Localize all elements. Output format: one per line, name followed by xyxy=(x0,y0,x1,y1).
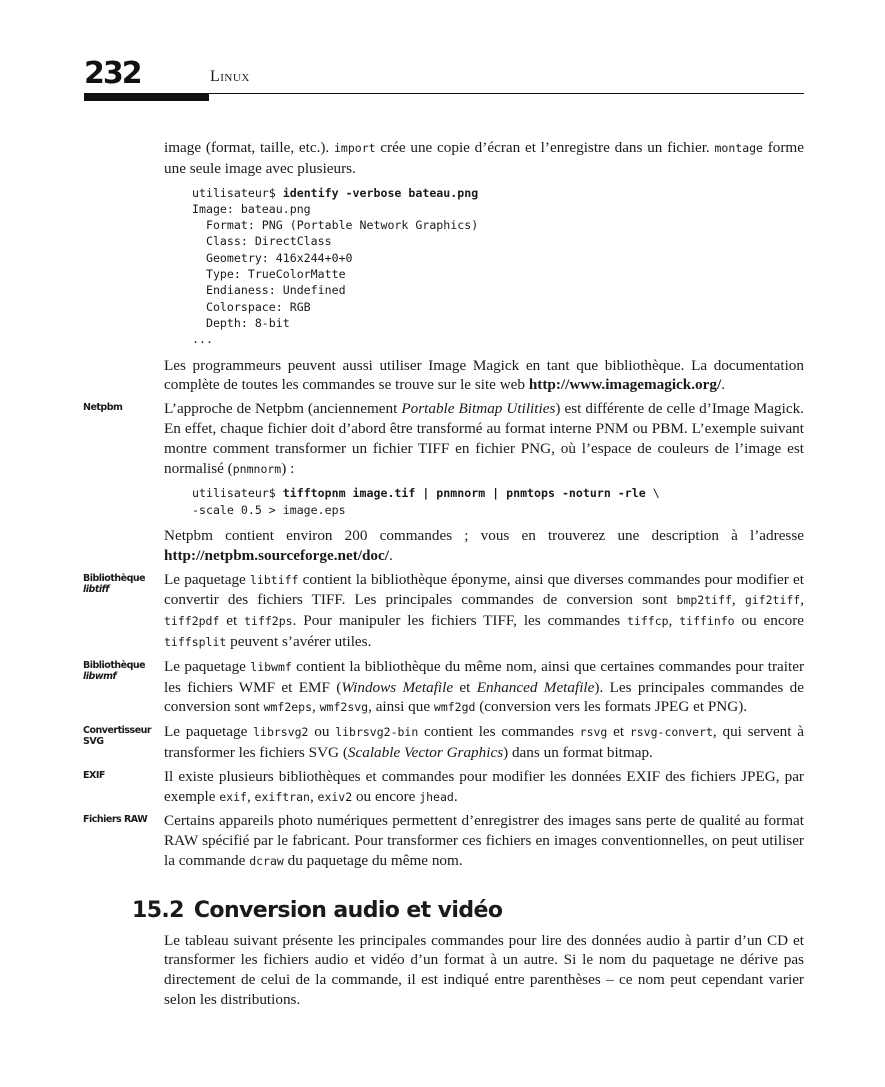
margin-note-exif: EXIF xyxy=(83,769,105,781)
section-number: 15.2 xyxy=(132,897,184,923)
header-rule-thick xyxy=(84,94,209,101)
margin-note-raw: Fichiers RAW xyxy=(83,814,148,826)
intro-paragraph: image (format, taille, etc.). import crée une copie d’écran et l’enregistre dans un fichier. montage forme une seule image avec plusieurs. xyxy=(164,139,804,177)
exif-paragraph: Il existe plusieurs bibliothèques et commandes pour modifier les données EXIF des fichiers JPEG, par exemple exif, exiftran, exiv2 ou encore jhead. xyxy=(164,767,804,805)
margin-note-libwmf: Bibliothèque libwmf xyxy=(83,659,146,682)
page-body xyxy=(83,138,805,1014)
running-title: Linux xyxy=(210,68,250,85)
svg-paragraph: Le paquetage librsvg2 ou librsvg2-bin contient les commandes rsvg et rsvg-convert, qui servent à transformer les fichiers SVG (Scalable Vector Graphics) dans un format bitmap. xyxy=(164,723,804,761)
section-title: Conversion audio et vidéo xyxy=(193,897,503,923)
page-number: 232 xyxy=(84,56,141,91)
margin-note-svg: Convertisseur SVG xyxy=(83,725,152,748)
raw-block xyxy=(83,811,804,871)
margin-note-netpbm: Netpbm xyxy=(83,402,123,414)
netpbm-block xyxy=(83,399,804,479)
netpbm-count-paragraph: Netpbm contient environ 200 commandes ; vous en trouverez une description à l’adresse http://netpbm.sourceforge.net/doc/. xyxy=(164,526,804,564)
libtiff-block xyxy=(83,570,805,653)
libwmf-block xyxy=(83,657,805,718)
imagemagick-url[interactable]: http://www.imagemagick.org/ xyxy=(528,376,722,394)
code-block-identify: utilisateur$ identify -verbose bateau.png Image: bateau.png Format: PNG (Portable Network Graphics) Class: DirectClass Geometry: 416x244+0+0 Type: TrueColorMatte Endianess: Undefined Colorspace: RGB Depth: 8-bit ... xyxy=(192,185,479,347)
netpbm-url[interactable]: http://netpbm.sourceforge.net/doc/ xyxy=(164,546,389,564)
library-paragraph: Les programmeurs peuvent aussi utiliser Image Magick en tant que bibliothèque. La documentation complète de toutes les commandes se trouve sur le site web http://www.imagemagick.org/. xyxy=(164,356,804,394)
section-paragraph: Le tableau suivant présente les principales commandes pour lire des données audio à partir d’un CD et transformer les fichiers audio et vidéo d’un format à un autre. Si le nom du paquetage ne dérive pas directement de celui de la commande, il est indiqué entre parenthèses – ce nom peut cependant varier selon les distributions. xyxy=(164,931,804,1009)
code-block-netpbm: utilisateur$ tifftopnm image.tif | pnmnorm | pnmtops -noturn -rle \ -scale 0.5 > image.eps xyxy=(192,486,660,517)
margin-note-libtiff: Bibliothèque libtiff xyxy=(83,572,146,595)
libwmf-paragraph: Le paquetage libwmf contient la bibliothèque du même nom, ainsi que certaines commandes pour traiter les fichiers WMF et EMF (Windows Metafile et Enhanced Metafile). Les principales commandes de conversion sont wmf2eps, wmf2svg, ainsi que wmf2gd (conversion vers les formats JPEG et PNG). xyxy=(164,657,805,716)
page-header xyxy=(84,56,804,106)
exif-block xyxy=(83,767,804,808)
svg-block xyxy=(83,722,804,763)
raw-paragraph: Certains appareils photo numériques permettent d’enregistrer des images sans perte de qualité au format RAW spécifié par le fabricant. Pour transformer ces fichiers en images conventionnelles, on peut utiliser la commande dcraw du paquetage du même nom. xyxy=(164,812,804,869)
netpbm-paragraph: L’approche de Netpbm (anciennement Portable Bitmap Utilities) est différente de celle d’Image Magick. En effet, chaque fichier doit d’abord être transformé au format interne PNM ou PBM. L’exemple suivant montre comment transformer un fichier TIFF en fichier PNG, où l’espace de couleurs de l’image est normalisé (pnmnorm) : xyxy=(164,400,804,477)
section-heading xyxy=(132,898,772,923)
libtiff-paragraph: Le paquetage libtiff contient la bibliothèque éponyme, ainsi que diverses commandes pour modifier et convertir des fichiers TIFF. Les principales commandes de conversion sont bmp2tiff, gif2tiff, tiff2pdf et tiff2ps. Pour manipuler les fichiers TIFF, les commandes tiffcp, tiffinfo ou encore tiffsplit peuvent s’avérer utiles. xyxy=(164,570,805,650)
